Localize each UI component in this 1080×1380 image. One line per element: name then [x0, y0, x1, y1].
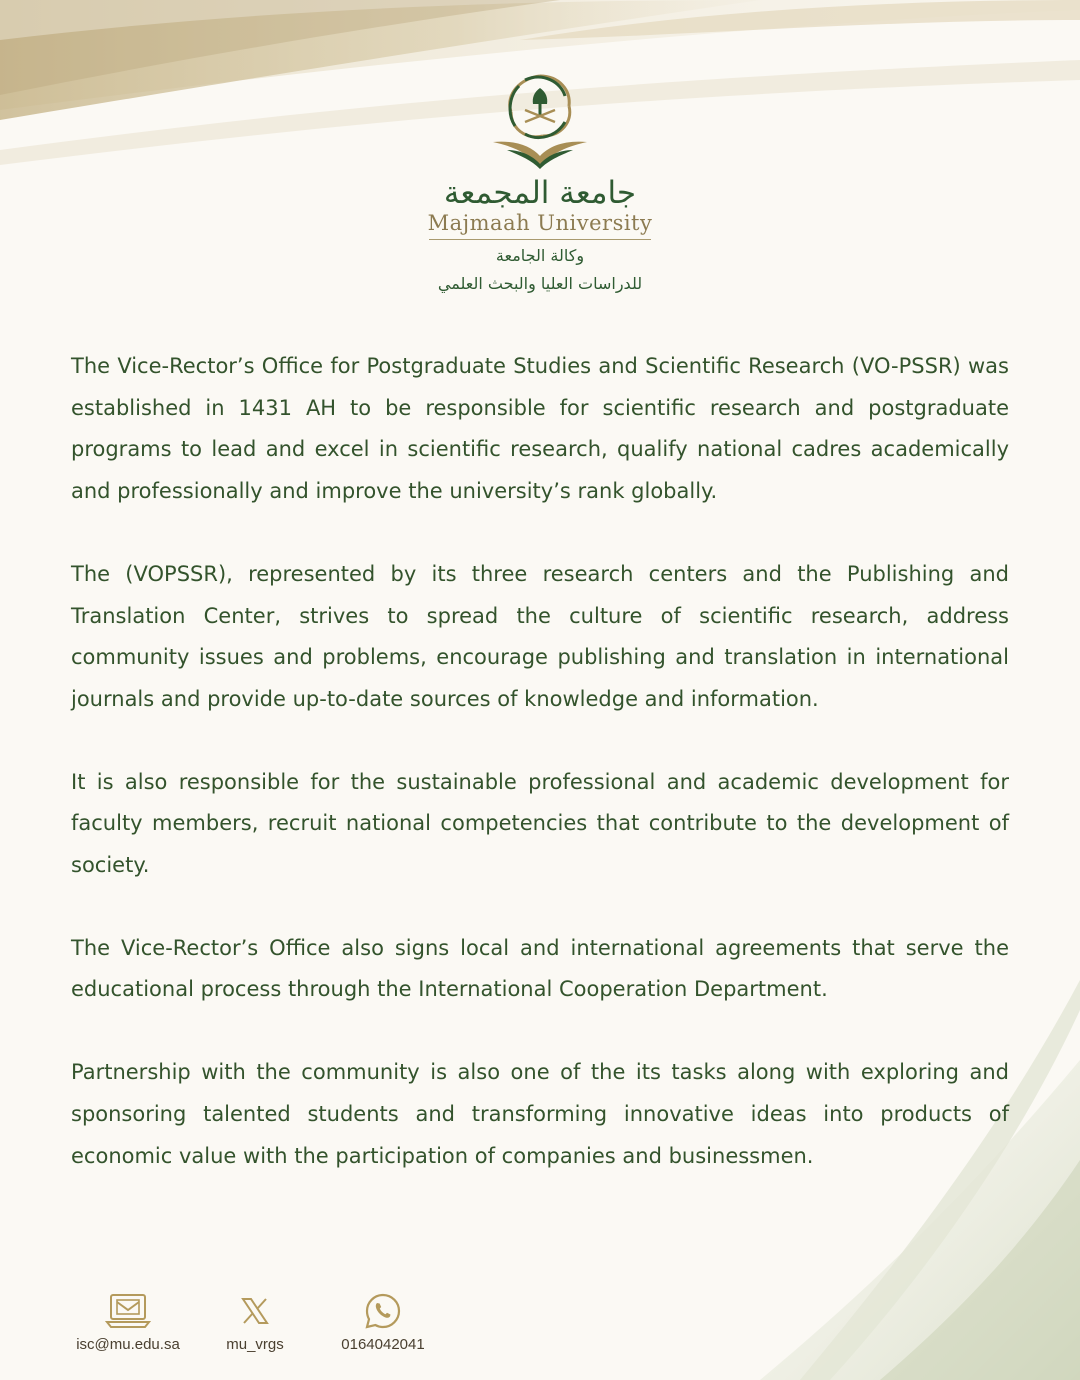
contact-email[interactable]	[64, 1290, 192, 1353]
x-handle-text: mu_vrgs	[226, 1336, 284, 1353]
paragraph-research-centers: The (VOPSSR), represented by its three research centers and the Publishing and Translation Center, strives to spread the culture of scientific research, address community issues and problems, encourage publishing and translation in international journals and provide up-to-date sources of knowledge and information.	[71, 561, 1009, 711]
phone-text: 0164042041	[341, 1336, 425, 1353]
office-name-arabic-line2: للدراسات العليا والبحث العلمي	[437, 274, 643, 294]
contact-footer	[64, 1290, 438, 1353]
university-emblem-icon	[485, 70, 595, 170]
body-text	[71, 346, 1009, 1218]
x-logo-icon	[240, 1296, 270, 1326]
university-name-arabic: جامعة المجمعة	[443, 175, 637, 211]
contact-whatsapp[interactable]	[328, 1290, 438, 1353]
paragraph-agreements: The Vice-Rector’s Office also signs local and international agreements that serve the educational process through the International Cooperation Department.	[71, 935, 1009, 1002]
paragraph-partnership: Partnership with the community is also one of the its tasks along with exploring and sponsoring talented students and transforming innovative ideas into products of economic value with the participation of companies and businessmen.	[71, 1060, 1009, 1168]
university-logo	[0, 70, 1080, 294]
email-laptop-icon	[105, 1292, 151, 1330]
email-text: isc@mu.edu.sa	[76, 1336, 180, 1353]
paragraph-development: It is also responsible for the sustainable professional and academic development for faculty members, recruit national competencies that contribute to the development of society.	[71, 769, 1009, 878]
whatsapp-icon	[364, 1292, 402, 1330]
logo-divider	[429, 239, 651, 240]
university-name-english: Majmaah University	[427, 211, 653, 236]
office-name-arabic-line1: وكالة الجامعة	[495, 246, 585, 266]
paragraph-establishment: The Vice-Rector’s Office for Postgraduate Studies and Scientific Research (VO-PSSR) was established in 1431 AH to be responsible for scientific research and postgraduate programs to lead and excel in scientific research, qualify national cadres academically and professionally and improve the university’s rank globally.	[71, 354, 1009, 504]
contact-x[interactable]	[200, 1290, 310, 1353]
